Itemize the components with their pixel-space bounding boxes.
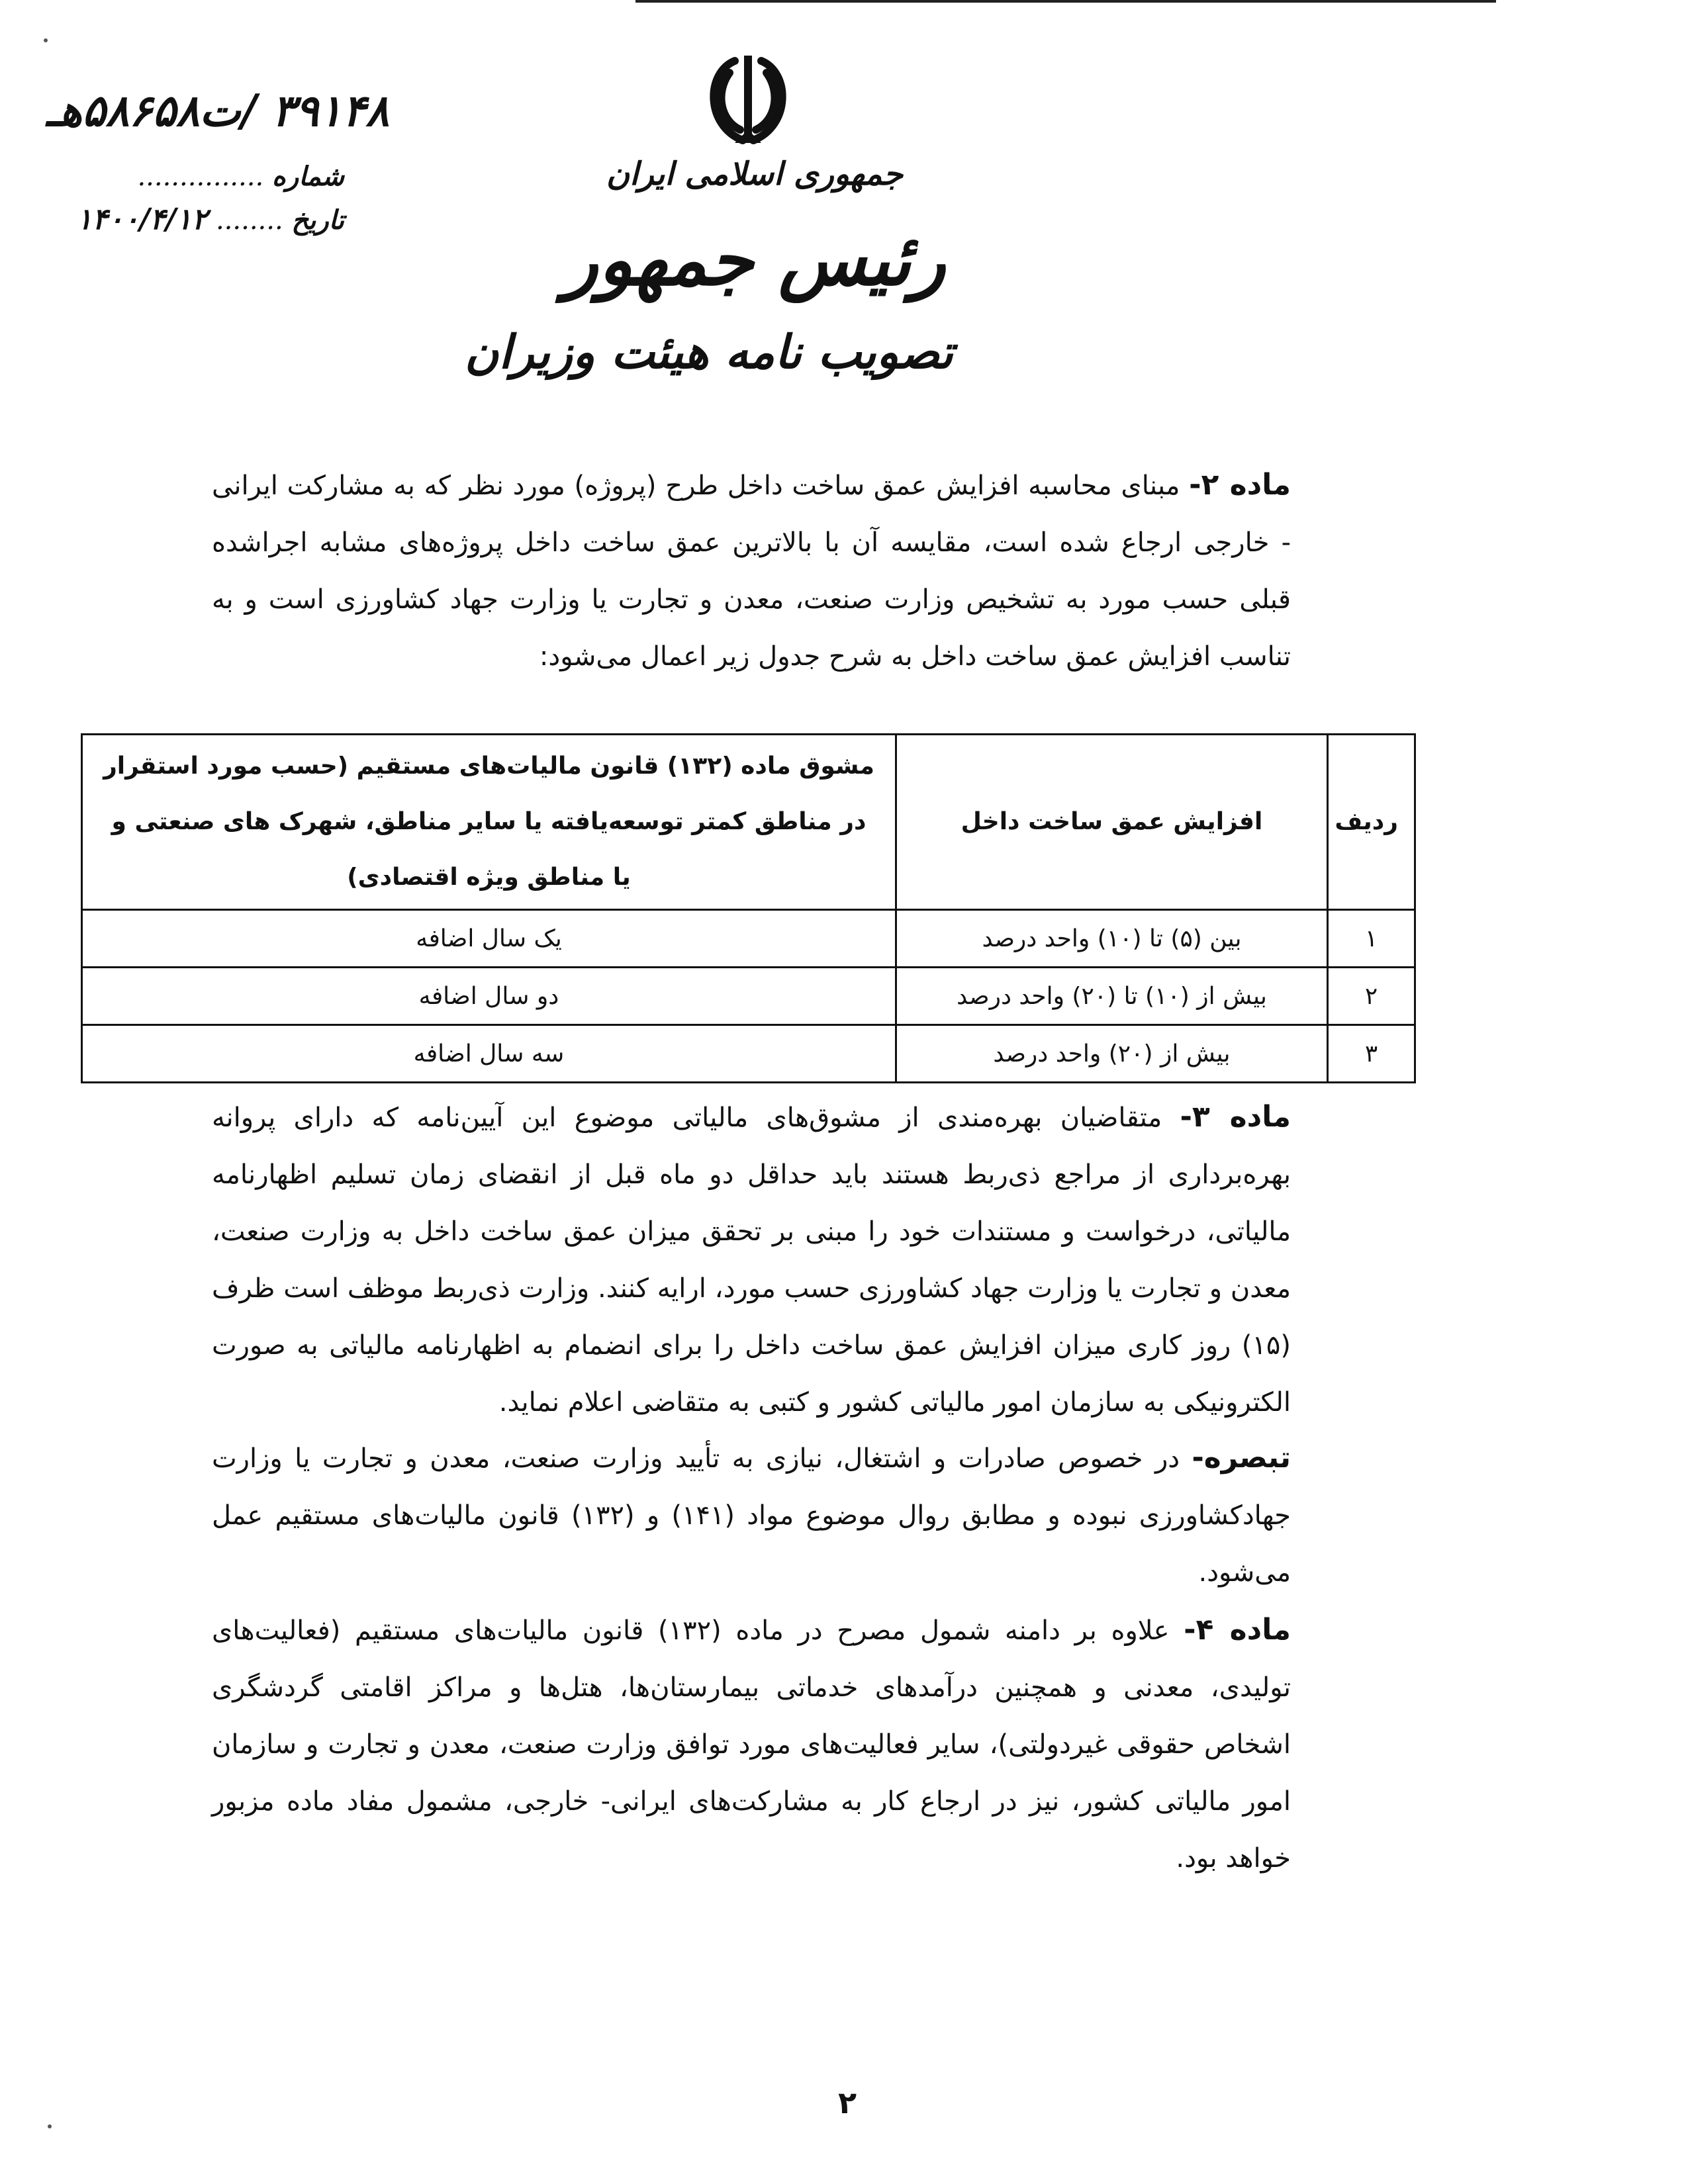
iran-emblem-icon (688, 46, 808, 152)
note-heading: تبصره- (1192, 1441, 1291, 1475)
table-row (82, 1025, 1415, 1083)
col-header-increase: افزایش عمق ساخت داخل (896, 735, 1328, 910)
country-name: جمهوری اسلامی ایران (606, 156, 904, 193)
article-2-heading: ماده ۲- (1189, 468, 1291, 502)
row-incentive: دو سال اضافه (82, 968, 896, 1025)
top-edge-line (635, 0, 1496, 3)
row-increase: بیش از (۱۰) تا (۲۰) واحد درصد (896, 968, 1328, 1025)
page-number: ۲ (837, 2085, 857, 2120)
scan-speck (48, 2124, 52, 2128)
scan-speck (44, 38, 48, 42)
row-increase: بیش از (۲۰) واحد درصد (896, 1025, 1328, 1083)
article-3-text: متقاضیان بهره‌مندی از مشوق‌های مالیاتی موضوع این آیین‌نامه که دارای پروانه بهره‌برداری از مراجع ذی‌ربط هستند باید حداقل دو ماه قبل از انقضای زمان تسلیم اظهارنامه مالیاتی، درخواست و مستندات خود را مبنی بر تحقق میزان عمق ساخت داخل به وزارت صنعت، معدن و تجارت یا وزارت جهاد کشاورزی حسب مورد، ارایه کنند. وزارت ذی‌ربط موظف است ظرف (۱۵) روز کاری میزان افزایش عمق ساخت داخل را برای انضمام به اظهارنامه مالیاتی به صورت الکترونیکی به سازمان امور مالیاتی کشور و کتبی به متقاضی اعلام نماید. (212, 1103, 1291, 1418)
table-header-row (82, 735, 1415, 910)
dotted-leader: ........ (215, 205, 283, 236)
note-text: در خصوص صادرات و اشتغال، نیازی به تأیید وزارت صنعت، معدن و تجارت یا وزارت جهادکشاورزی نبوده و مطابق روال موضوع مواد (۱۴۱) و (۱۳۲) قانون مالیات‌های مستقیم عمل می‌شود. (212, 1443, 1291, 1588)
date-line (53, 203, 344, 245)
dotted-leader: ............... (137, 161, 264, 192)
article-4 (212, 1602, 1291, 1887)
row-increase: بین (۵) تا (۱۰) واحد درصد (896, 910, 1328, 968)
incentive-table (81, 733, 1416, 1083)
number-line (53, 159, 344, 201)
article-2-text: مبنای محاسبه افزایش عمق ساخت داخل طرح (پروژه) مورد نظر که به مشارکت ایرانی - خارجی ارجاع شده است، مقایسه آن با بالاترین عمق ساخت داخل پروژه‌های مشابه اجراشده قبلی حسب مورد به تشخیص وزارت صنعت، معدن و تجارت یا وزارت جهاد کشاورزی است و به تناسب افزایش عمق ساخت داخل به شرح جدول زیر اعمال می‌شود: (212, 471, 1291, 672)
note (212, 1430, 1291, 1601)
document-type: تصویب نامه هیئت وزیران (465, 324, 953, 379)
registration-number: ۳۹۱۴۸ /ت۵۸۶۵۸هـ (46, 85, 389, 136)
row-number: ۳ (1328, 1025, 1415, 1083)
row-number: ۲ (1328, 968, 1415, 1025)
col-header-row: ردیف (1328, 735, 1415, 910)
number-label: شماره (271, 161, 344, 192)
row-incentive: سه سال اضافه (82, 1025, 896, 1083)
article-4-heading: ماده ۴- (1184, 1613, 1291, 1647)
article-3 (212, 1089, 1291, 1431)
table-row (82, 910, 1415, 968)
table-row (82, 968, 1415, 1025)
row-incentive: یک سال اضافه (82, 910, 896, 968)
date-value: ۱۴۰۰/۴/۱۲ (76, 203, 208, 236)
article-3-heading: ماده ۳- (1180, 1100, 1291, 1134)
office-title: رئیس جمهور (563, 218, 946, 302)
row-number: ۱ (1328, 910, 1415, 968)
date-label: تاریخ (291, 205, 344, 236)
article-2 (212, 457, 1291, 685)
article-4-text: علاوه بر دامنه شمول مصرح در ماده (۱۳۲) قانون مالیات‌های مستقیم (فعالیت‌های تولیدی، معدنی و همچنین درآمدهای خدماتی بیمارستان‌ها، هتل‌ها و مراکز اقامتی گردشگری اشخاص حقوقی غیردولتی)، سایر فعالیت‌های مورد توافق وزارت صنعت، معدن و تجارت و سازمان امور مالیاتی کشور، نیز در ارجاع کار به مشارکت‌های ایرانی- خارجی، مشمول مفاد ماده مزبور خواهد بود. (212, 1615, 1291, 1874)
col-header-incentive: مشوق ماده (۱۳۲) قانون مالیات‌های مستقیم (حسب مورد استقرار در مناطق کمتر توسعه‌یافته یا سایر مناطق، شهرک های صنعتی و یا مناطق ویژه اقتصادی) (82, 735, 896, 910)
